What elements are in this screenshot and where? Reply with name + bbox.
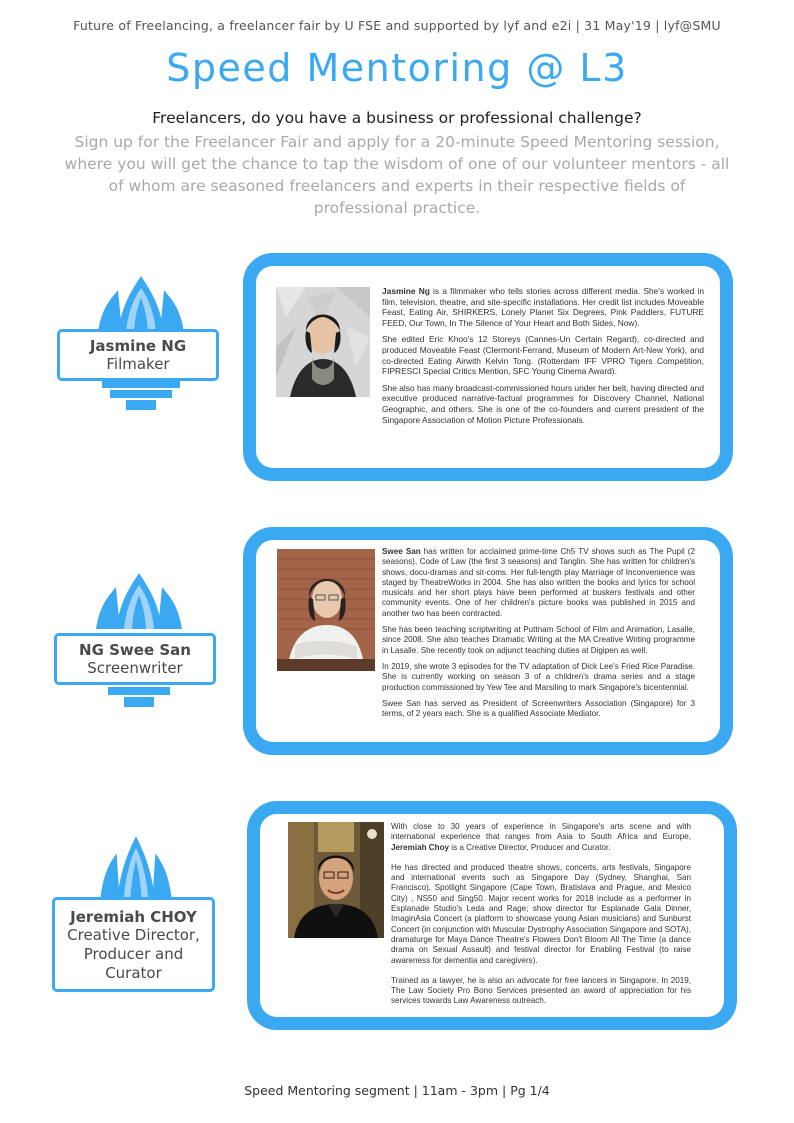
bio-paragraph: Swee San has served as President of Screenwriters Association (Singapore) for 3 terms, of 2 years each. She is a qualified Associate Mediator.: [382, 698, 695, 719]
building-emblem-icon: [98, 836, 174, 904]
mentor-photo: [276, 287, 370, 397]
mentor-photo: [277, 549, 375, 671]
bio-paragraph: Trained as a lawyer, he is also an advocate for free lancers in Singapore. In 2019, The Law Society Pro Bono Services presented an award of appreciation for his services towards Law Awareness outreach.: [391, 975, 691, 1006]
bio-paragraph: With close to 30 years of experience in Singapore's arts scene and with international experience that ranges from Asia to South Africa and Europe,: [391, 822, 691, 842]
bio-paragraph: She has been teaching scriptwriting at Puttnam School of Film and Animation, Lasalle, since 2008. She also teaches Dramatic Writing at the MA Creative Writing programme in Lasalle. She recently took on adjunct teaching duties at Digipen as well.: [382, 625, 695, 655]
bio-paragraph: She edited Eric Khoo's 12 Storeys (Cannes-Un Certain Regard), co-directed and produced Moveable Feast (Clermont-Ferrand, Museum of Modern Art-New York), and co-directed Eating Airwith Kelvin Tong. (Rotterdam IFF VPRO Tigers Competition, FIPRESCI Special Critics Mention, SFC Young Cinema Award).: [382, 334, 704, 377]
mentor-photo: [288, 822, 384, 938]
mentor-name-card: [57, 329, 219, 381]
mentor-name-card: [52, 897, 215, 992]
mentor-bio-name: Jasmine Ng: [382, 286, 430, 296]
mentor-name: Jeremiah CHOY: [70, 908, 197, 926]
mentor-name: NG Swee San: [79, 641, 191, 659]
mentor-bio-text: [391, 822, 691, 1013]
intro-text: Sign up for the Freelancer Fair and apply for a 20-minute Speed Mentoring session, where you will get the chance to tap the wisdom of one of our volunteer mentors - all of whom are seasoned freelancers and experts in their respective fields of professional practice.: [64, 133, 730, 217]
question: Freelancers, do you have a business or professional challenge?: [152, 109, 642, 127]
mentor-bio-name: Swee San: [382, 547, 421, 556]
mentor-role: Screenwriter: [87, 659, 183, 677]
bio-paragraph: has written for acclaimed prime-time Ch5 TV shows such as The Pupil (2 seasons), Code of Law (the first 3 seasons) and Tanglin. She has written for children's shows, docu-dramas and sit-coms. Her full-length play Marriage of Inconvenience was staged by TheatreWorks in 2004. She has also written the books and lyrics for school musicals and her short plays have been performed at buskers festivals and other community events. One of her children's picture books was published in 2015 and another two has been contracted.: [382, 547, 695, 618]
event-line: Future of Freelancing, a freelancer fair by U FSE and supported by lyf and e2i | 31 May'19 | lyf@SMU: [73, 18, 721, 33]
bio-paragraph: She also has many broadcast-commissioned hours under her belt, having directed and executive produced narrative-factual programmes for Discovery Channel, National Geographic, and others. She is one of the co-founders and current president of the Singapore Association of Motion Picture Professionals.: [382, 382, 704, 425]
footer: Speed Mentoring segment | 11am - 3pm | Pg 1/4: [244, 1083, 550, 1098]
mentor-bio-name: Jeremiah Choy: [391, 842, 450, 852]
mentor-name: Jasmine NG: [89, 337, 187, 355]
mentor-role: Filmaker: [106, 355, 170, 373]
bio-paragraph: is a Creative Director, Producer and Curator.: [449, 842, 611, 852]
mentor-bio-text: [382, 547, 695, 725]
mentor-name-card: [54, 633, 216, 685]
page-title: Speed Mentoring @ L3: [166, 46, 628, 90]
bio-paragraph: In 2019, she wrote 3 episodes for the TV adaptation of Dick Lee's Fried Rice Paradise. She is currently working on season 3 of a children's drama series and a stage production commissioned by Yew Tee and Marsiling to mark Singapore's bicentennial.: [382, 661, 695, 692]
mentor-bio-text: [382, 286, 704, 431]
bio-paragraph: He has directed and produced theatre shows, concerts, arts festivals, Singapore and international events such as Singapore Day (Sydney, Shanghai, San Francisco), Spotlight Singapore (Cape Town, Bratislava and Prague, and Mexico City) , NS50 and Sing50. Major recent works for 2018 include as a performer in Esplanade Studio's Leda and Rage; show director for Esplanade Gala Dinner, ImaginAsia Concert (a platform to showcase young Asian musicians) and Sunburst Concert (in conjunction with Muscular Dystrophy Association Singapore and SOTA), dramaturge for Maya Dance Theatre's Flowers Don't Bloom All The Time (a dance drama on Sexual Assault) and festival director for Enabling Festival (to raise awareness for dementia and caregivers).: [391, 862, 691, 965]
mentor-role: Creative Director, Producer and Curator: [67, 926, 200, 982]
bio-paragraph: is a filmmaker who tells stories across different media. She's worked in film, television, theatre, and site-specific installations. Her credit list includes Moveable Feast, Eating Air, SHIRKERS, Lonely Planet Six Degrees, Pink Paddlers, FUTURE FEED, Our Town, In The Silence of Your Heart and Both Sides, Now).: [382, 286, 704, 328]
